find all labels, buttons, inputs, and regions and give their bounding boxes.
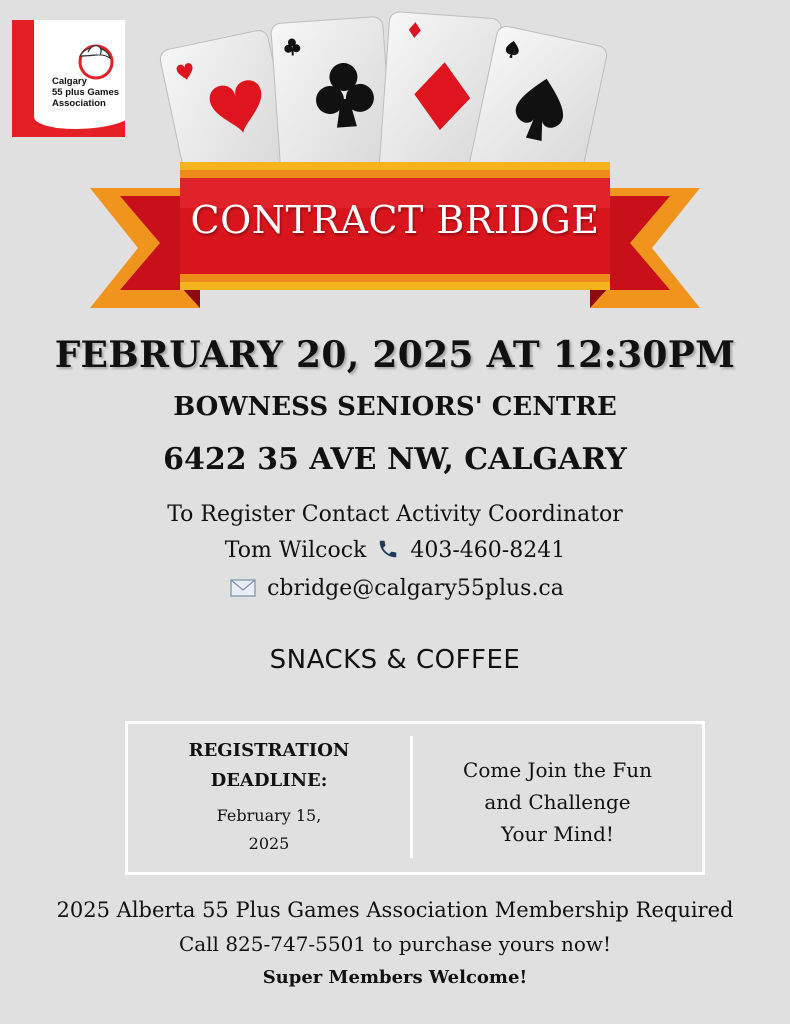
deadline-date-line2: 2025 xyxy=(248,834,290,853)
snacks-note: SNACKS & COFFEE xyxy=(269,645,521,675)
envelope-icon xyxy=(230,578,256,598)
coordinator-email[interactable]: cbridge@calgary55plus.ca xyxy=(267,576,564,601)
membership-requirement: 2025 Alberta 55 Plus Games Association Membership Required xyxy=(56,898,734,922)
event-title: CONTRACT BRIDGE xyxy=(190,198,600,242)
deadline-date-line1: February 15, xyxy=(216,806,322,825)
coordinator-contact xyxy=(0,538,790,563)
event-datetime: FEBRUARY 20, 2025 AT 12:30PM xyxy=(54,334,736,376)
deadline-heading-line1: REGISTRATION xyxy=(188,740,350,761)
deadline-heading-line2: DEADLINE: xyxy=(210,770,328,791)
phone-icon xyxy=(377,538,399,560)
super-members-note: Super Members Welcome! xyxy=(262,967,528,988)
tagline xyxy=(413,754,702,850)
tagline-line1: Come Join the Fun xyxy=(463,758,652,782)
registration-intro: To Register Contact Activity Coordinator xyxy=(167,502,623,527)
event-venue: BOWNESS SENIORS' CENTRE xyxy=(173,392,617,422)
registration-deadline xyxy=(128,736,410,858)
coordinator-phone[interactable]: 403-460-8241 xyxy=(410,538,566,563)
tagline-line2: and Challenge xyxy=(484,790,631,814)
coordinator-name: Tom Wilcock xyxy=(224,538,367,563)
logo-text: Calgary 55 plus Games Association xyxy=(52,76,120,109)
coordinator-email-row xyxy=(0,576,790,601)
event-address: 6422 35 AVE NW, CALGARY xyxy=(163,442,627,477)
membership-call: Call 825-747-5501 to purchase yours now! xyxy=(178,932,612,956)
deadline-box xyxy=(125,721,705,875)
tagline-line3: Your Mind! xyxy=(501,822,614,846)
